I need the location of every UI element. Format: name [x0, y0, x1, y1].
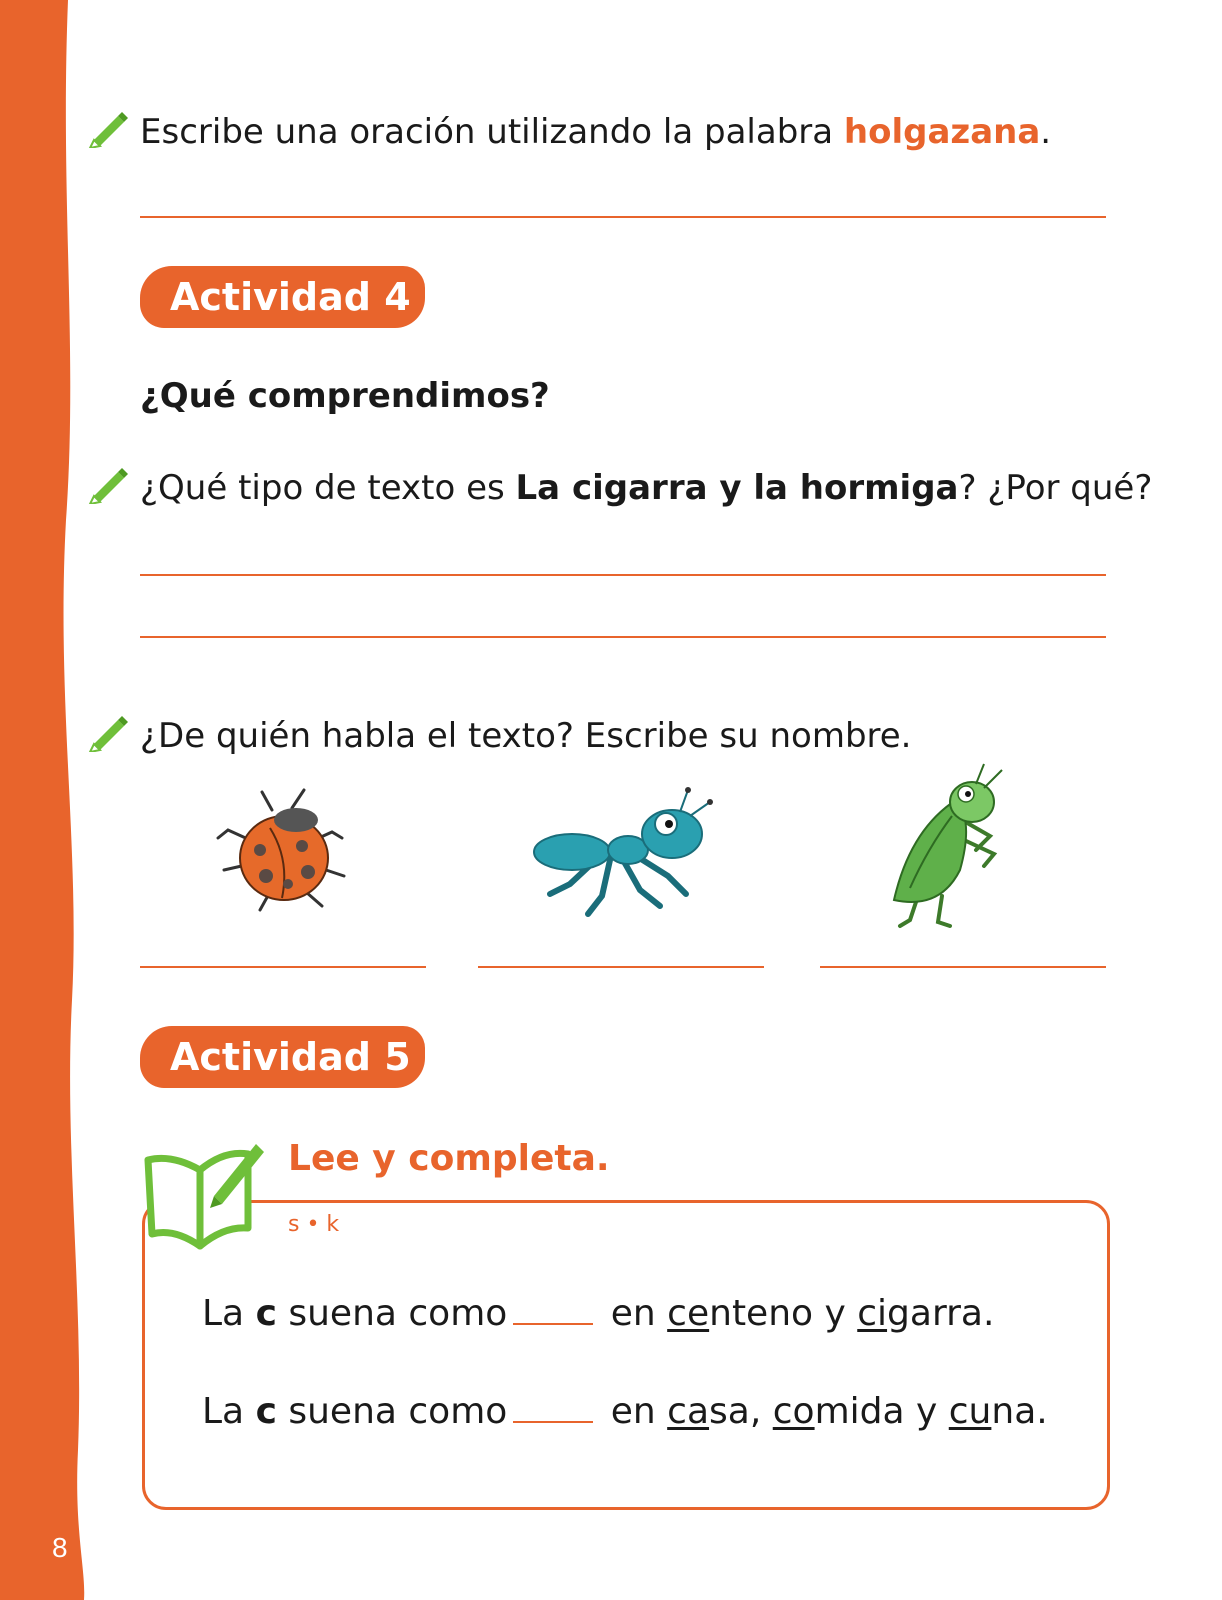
question-end: ? ¿Por qué? — [958, 468, 1153, 508]
answer-line-ant[interactable] — [478, 966, 764, 968]
underlined-syllable: ce — [667, 1293, 710, 1334]
sentence-2 — [202, 1390, 1048, 1434]
activity-5-badge: Actividad 5 — [140, 1026, 425, 1088]
answer-line-3[interactable] — [140, 636, 1106, 638]
open-book-pencil-icon — [140, 1130, 270, 1250]
separator: , — [749, 1391, 773, 1432]
ant-icon — [530, 786, 720, 926]
letter-c: c — [255, 1293, 277, 1334]
sentence-1 — [202, 1292, 994, 1336]
question-text: ¿Qué tipo de texto es — [140, 468, 516, 508]
separator: y — [813, 1293, 858, 1334]
activity-4-badge: Actividad 4 — [140, 266, 425, 328]
question-tipo-texto — [140, 468, 1152, 508]
subtitle-que-comprendimos: ¿Qué comprendimos? — [140, 376, 550, 416]
fill-blank[interactable] — [513, 1421, 593, 1423]
ladybug-icon — [210, 780, 360, 920]
sentence-end: . — [1036, 1391, 1048, 1432]
side-band — [0, 0, 100, 1600]
letter-c: c — [255, 1391, 277, 1432]
pencil-icon — [88, 710, 130, 752]
word-rest: garra — [887, 1293, 983, 1334]
underlined-syllable: cu — [948, 1391, 992, 1432]
question-end: . — [1040, 112, 1052, 152]
sentence-text: La — [202, 1293, 256, 1334]
pencil-icon — [88, 462, 130, 504]
word-rest: mida — [814, 1391, 905, 1432]
question-text: Escribe una oración utilizando la palabra — [140, 112, 844, 152]
sentence-text: en — [599, 1391, 668, 1432]
sentence-end: . — [983, 1293, 995, 1334]
answer-line-2[interactable] — [140, 574, 1106, 576]
separator: y — [904, 1391, 949, 1432]
instruction-lee-y-completa: Lee y completa. — [288, 1138, 610, 1179]
answer-line-1[interactable] — [140, 216, 1106, 218]
underlined-syllable: ci — [857, 1293, 888, 1334]
highlight-word: holgazana — [843, 112, 1041, 152]
answer-line-ladybug[interactable] — [140, 966, 426, 968]
grasshopper-icon — [880, 760, 1030, 930]
question-de-quien: ¿De quién habla el texto? Escribe su nombre. — [140, 716, 912, 756]
underlined-syllable: ca — [667, 1391, 710, 1432]
story-title: La cigarra y la hormiga — [515, 468, 959, 508]
sentence-text: suena como — [276, 1391, 508, 1432]
sentence-text: La — [202, 1391, 256, 1432]
word-rest: na — [991, 1391, 1037, 1432]
fill-blank[interactable] — [513, 1323, 593, 1325]
word-rest: nteno — [709, 1293, 814, 1334]
question-holgazana — [140, 112, 1051, 152]
sentence-text: suena como — [276, 1293, 508, 1334]
sentence-text: en — [599, 1293, 668, 1334]
answer-line-grasshopper[interactable] — [820, 966, 1106, 968]
hint-sounds: s • k — [288, 1212, 340, 1237]
pencil-icon — [88, 106, 130, 148]
word-rest: sa — [709, 1391, 750, 1432]
underlined-syllable: co — [772, 1391, 815, 1432]
page-number: 8 — [52, 1532, 68, 1563]
completion-box — [142, 1200, 1110, 1510]
